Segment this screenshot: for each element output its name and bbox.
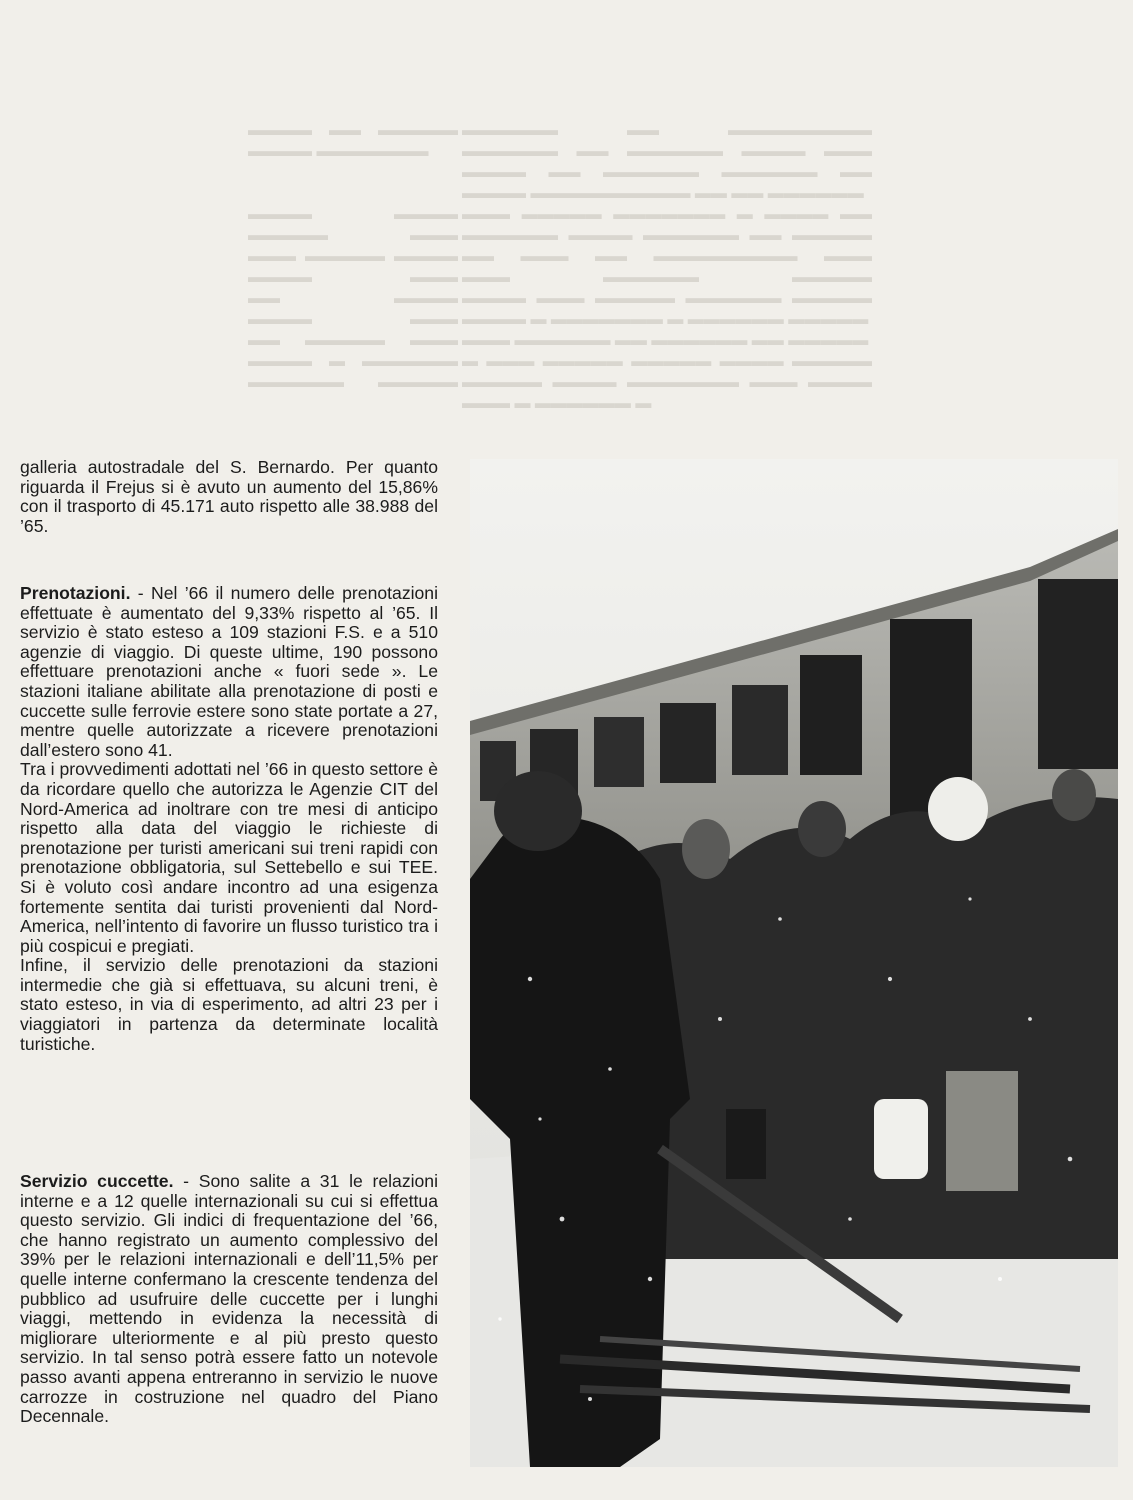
cuccette-text-1: - Sono salite a 31 le relazioni interne e a 12 quelle internazionali su cui si effettua questo servizio. Gli indici di frequentazione del ’66, che hanno registrato un aumento complessivo del 39% per le relazioni internazionali e dell’11,5% per quelle interne confermano la crescente tendenza del pubblico ad usufruire delle cuccette per i lunghi viaggi, mettendo in evidenza la necessità di migliorare ulteriormente e al più presto questo servizio. In tal senso potrà essere fatto un notevole passo avanti appena entreranno in servizio le nuove carrozze in costruzione nel quadro del Piano Decennale. [20, 1171, 439, 1427]
prenotazioni-paragraph-2: Tra i provvedimenti adottati nel ’66 in questo settore è da ricordare quello che autorizza le Agenzie CIT del Nord-America ad inoltrare con tre mesi di anticipo rispetto alla data del viaggio le richieste di prenotazione per turisti americani sui treni rapidi con prenotazione obbligatoria, sul Settebello e sui TEE. Si è voluto così andare incontro ad una esigenza fortemente sentita dai turisti provenienti dal Nord-America, nell’intento di favorire un flusso turistico tra i più cospicui e pregiati. [20, 759, 438, 956]
bleed-through-right: ▬▬▬▬▬▬ ▬▬ ▬▬▬▬▬▬▬▬▬ ▬▬▬▬▬▬ ▬▬ ▬▬▬▬▬▬ ▬▬▬▬ ▬▬▬ ▬▬▬▬ ▬▬ ▬▬▬▬▬▬ ▬▬▬▬▬▬ ▬▬ ▬▬▬▬ ▬▬▬▬▬▬▬▬▬▬ ▬▬ ▬▬ ▬▬▬▬▬▬ ▬▬▬ ▬▬▬▬▬ ▬▬▬▬▬▬▬ ▬ ▬▬▬▬ ▬▬ ▬▬▬▬▬▬ ▬▬▬▬ ▬▬▬▬▬▬ ▬▬ ▬▬▬▬▬ ▬▬ ▬▬▬ ▬▬ ▬▬▬▬▬▬▬▬▬ ▬▬▬ ▬▬▬ ▬▬▬▬▬▬ ▬▬▬▬▬ ▬▬▬▬ ▬▬▬ ▬▬▬▬▬ ▬▬▬▬▬▬ ▬▬▬▬▬ ▬▬▬▬ ▬ ▬▬▬▬▬▬▬ ▬ ▬▬▬▬▬▬ ▬▬▬▬▬ ▬▬▬ ▬▬▬▬▬▬ ▬▬ ▬▬▬▬▬▬ ▬▬ ▬▬▬▬▬ ▬ ▬▬▬ ▬▬▬▬▬ ▬▬▬▬▬ ▬▬▬▬ ▬▬▬▬▬ ▬▬▬▬▬ ▬▬▬▬ ▬▬▬▬▬▬▬ ▬▬▬ ▬▬▬▬ ▬▬▬ ▬ ▬▬▬▬▬▬ ▬ [462, 122, 872, 412]
train-window [594, 717, 644, 787]
train-window [660, 703, 716, 783]
white-bag [874, 1099, 928, 1179]
train-window [800, 655, 862, 775]
section-servizio-cuccette [20, 1172, 438, 1427]
photo-skiers-boarding-train [470, 459, 1118, 1467]
train-window [732, 685, 788, 775]
person-head [798, 801, 846, 857]
bleed-through-left: ▬▬▬▬ ▬▬ ▬▬▬▬▬ ▬▬▬▬ ▬▬▬▬▬▬▬ ▬▬▬▬ ▬▬▬▬ ▬▬▬▬▬ ▬▬▬ ▬▬▬ ▬▬▬▬▬ ▬▬▬▬ ▬▬▬▬ ▬▬▬ ▬▬ ▬▬▬▬ ▬▬▬▬ ▬▬▬ ▬▬ ▬▬▬▬▬ ▬▬▬ ▬▬▬▬ ▬ ▬▬▬▬▬▬ ▬▬▬▬▬▬ ▬▬▬▬▬ [248, 122, 458, 391]
cuccette-heading: Servizio cuccette. [20, 1171, 174, 1191]
section-prenotazioni [20, 584, 438, 1054]
prenotazioni-text-1: - Nel ’66 il numero delle prenotazioni effettuate è aumentato del 9,33% rispetto al ’65. Il servizio è stato esteso a 109 stazioni F.S. e a 510 agenzie di viaggio. Di queste ultime, 190 possono effettuare prenotazioni anche « fuori sede ». Le stazioni italiane abilitate alla prenotazione di posti e cuccette sulle ferrovie estere sono state portate a 27, mentre quelle autorizzate a ricevere prenotazioni dall’estero sono 41. [20, 583, 438, 760]
intro-text: galleria autostradale del S. Bernardo. Per quanto riguarda il Frejus si è avuto un aumento del 15,86% con il trasporto di 45.171 auto rispetto alle 38.988 del ’65. [20, 457, 438, 536]
foreground-man-head [494, 771, 582, 851]
prenotazioni-paragraph-3: Infine, il servizio delle prenotazioni da stazioni intermedie che già si effettuava, su alcuni treni, è stato esteso, in via di esperimento, ad altri 23 per i viaggiatori in partenza da determinate località turistiche. [20, 955, 438, 1054]
intro-paragraph [20, 458, 438, 536]
person-head [682, 819, 730, 879]
prenotazioni-heading: Prenotazioni. [20, 583, 131, 603]
suitcase [726, 1109, 766, 1179]
person-head [1052, 769, 1096, 821]
white-knit-hat [928, 777, 988, 841]
train-window [1038, 579, 1118, 769]
suitcase [946, 1071, 1018, 1191]
prenotazioni-paragraph-1 [20, 584, 438, 760]
cuccette-paragraph-1 [20, 1172, 438, 1427]
